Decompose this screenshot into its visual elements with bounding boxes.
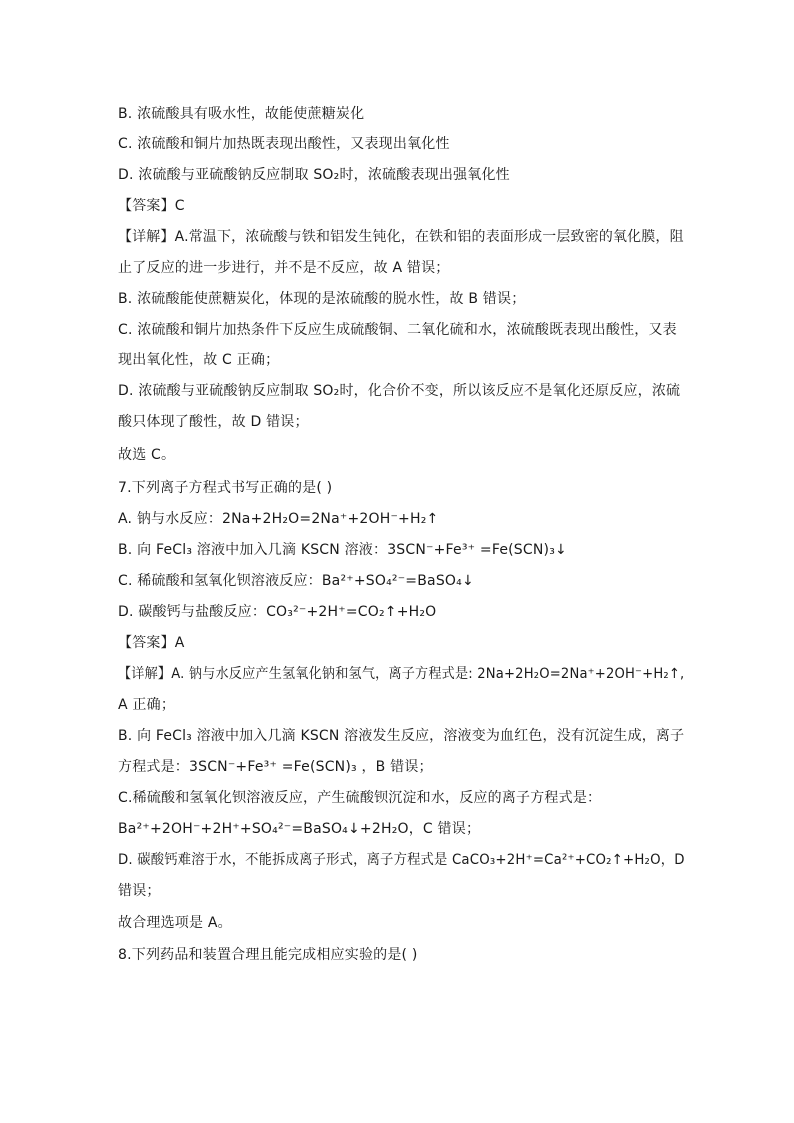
- explanation-line: Ba²⁺+2OH⁻+2H⁺+SO₄²⁻=BaSO₄↓+2H₂O，C 错误；: [118, 821, 481, 837]
- explanation-line: D. 浓硫酸与亚硫酸钠反应制取 SO₂时，化合价不变，所以该反应不是氧化还原反应，浓硫: [118, 383, 681, 399]
- conclusion-line: 故选 C。: [118, 447, 176, 463]
- option-d-line: D. 浓硫酸与亚硫酸钠反应制取 SO₂时，浓硫酸表现出强氧化性: [118, 167, 510, 183]
- explanation-line: 【详解】A.常温下，浓硫酸与铁和铝发生钝化，在铁和铝的表面形成一层致密的氧化膜，阻: [118, 229, 684, 245]
- explanation-line: 酸只体现了酸性，故 D 错误；: [118, 414, 309, 430]
- question-8-title: 8.下列药品和装置合理且能完成相应实验的是( ): [118, 947, 418, 963]
- q7-option-d: D. 碳酸钙与盐酸反应：CO₃²⁻+2H⁺=CO₂↑+H₂O: [118, 604, 437, 620]
- explanation-line: 【详解】A. 钠与水反应产生氢氧化钠和氢气，离子方程式是: 2Na+2H₂O=2Na⁺+2OH⁻+H₂↑,: [118, 666, 685, 682]
- explanation-line: C. 浓硫酸和铜片加热条件下反应生成硫酸铜、二氧化硫和水，浓硫酸既表现出酸性，又表: [118, 322, 677, 338]
- q7-option-b: B. 向 FeCl₃ 溶液中加入几滴 KSCN 溶液：3SCN⁻+Fe³⁺ =Fe(SCN)₃↓: [118, 542, 567, 558]
- explanation-line: 止了反应的进一步进行，并不是不反应，故 A 错误；: [118, 260, 450, 276]
- conclusion-line: 故合理选项是 A。: [118, 915, 232, 931]
- explanation-line: B. 浓硫酸能使蔗糖炭化，体现的是浓硫酸的脱水性，故 B 错误；: [118, 291, 526, 307]
- q7-option-c: C. 稀硫酸和氢氧化钡溶液反应：Ba²⁺+SO₄²⁻=BaSO₄↓: [118, 573, 474, 589]
- answer-line: 【答案】C: [118, 198, 185, 214]
- question-7-title: 7.下列离子方程式书写正确的是( ): [118, 480, 333, 496]
- explanation-line: B. 向 FeCl₃ 溶液中加入几滴 KSCN 溶液发生反应，溶液变为血红色，没有沉淀生成，离子: [118, 728, 685, 744]
- q7-option-a: A. 钠与水反应：2Na+2H₂O=2Na⁺+2OH⁻+H₂↑: [118, 511, 439, 527]
- explanation-line: D. 碳酸钙难溶于水，不能拆成离子形式，离子方程式是 CaCO₃+2H⁺=Ca²⁺+CO₂↑+H₂O，D: [118, 852, 685, 868]
- explanation-line: A 正确；: [118, 697, 176, 713]
- explanation-line: 现出氧化性，故 C 正确；: [118, 352, 280, 368]
- explanation-line: 方程式是：3SCN⁻+Fe³⁺ =Fe(SCN)₃ ，B 错误；: [118, 759, 433, 775]
- option-b-line: B. 浓硫酸具有吸水性，故能使蔗糖炭化: [118, 106, 365, 122]
- option-c-line: C. 浓硫酸和铜片加热既表现出酸性，又表现出氧化性: [118, 136, 450, 152]
- explanation-line: 错误；: [118, 883, 161, 899]
- explanation-line: C.稀硫酸和氢氧化钡溶液反应，产生硫酸钡沉淀和水，反应的离子方程式是：: [118, 790, 602, 806]
- answer-line: 【答案】A: [118, 635, 185, 651]
